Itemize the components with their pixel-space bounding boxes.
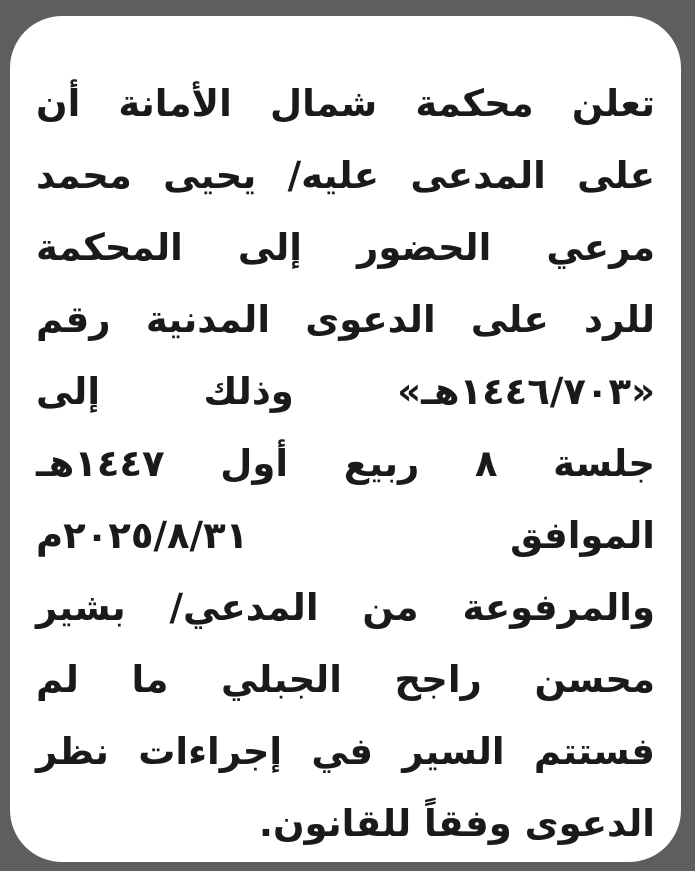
- notice-line: للرد على الدعوى المدنية رقم: [36, 298, 655, 341]
- notice-line: جلسة ٨ ربيع أول ١٤٤٧هـ: [36, 442, 655, 485]
- notice-line: الدعوى وفقاً للقانون.: [258, 802, 655, 845]
- date-value: ٢٠٢٥/٨/٣١م: [36, 514, 249, 557]
- notice-line: والمرفوعة من المدعي/ بشير: [36, 586, 655, 629]
- notice-line: «١٤٤٦/٧٠٣هـ» وذلك إلى: [36, 370, 655, 413]
- notice-date-line: [36, 500, 655, 572]
- notice-body: [36, 68, 655, 860]
- notice-line: تعلن محكمة شمال الأمانة أن: [36, 82, 655, 125]
- notice-line: مرعي الحضور إلى المحكمة: [36, 226, 655, 269]
- notice-line: فستتم السير في إجراءات نظر: [36, 730, 655, 773]
- notice-card: [10, 16, 681, 862]
- notice-line: على المدعى عليه/ يحيى محمد: [36, 154, 655, 197]
- date-label: الموافق: [510, 514, 655, 557]
- notice-line: محسن راجح الجبلي ما لم: [36, 658, 655, 701]
